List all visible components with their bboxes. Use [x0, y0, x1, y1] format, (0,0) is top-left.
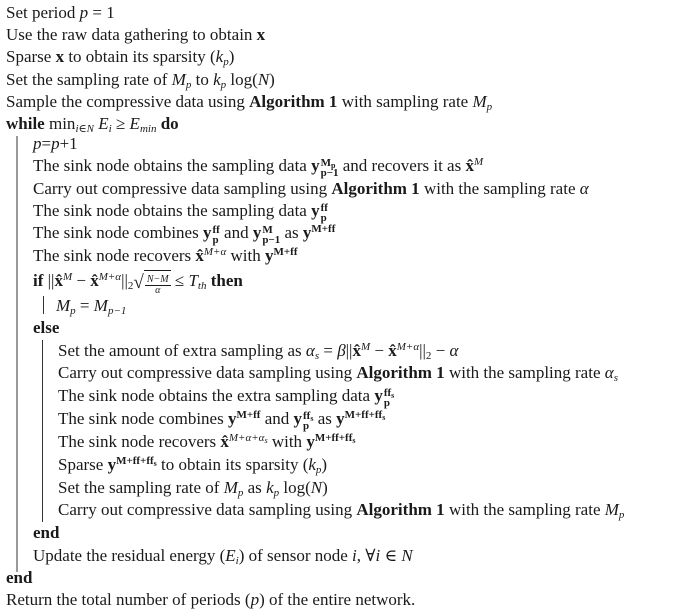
text: as	[280, 223, 303, 242]
text: and recovers it as	[338, 156, 466, 175]
keyword-then: then	[210, 271, 243, 290]
line-keep-rate: $M_p = M_{p-1}$	[56, 296, 127, 318]
text: Update the residual energy (	[33, 546, 226, 565]
line-sink-combines: The sink node combines y ff p and y M p−1 as $y^{M+ff}$	[33, 222, 336, 246]
line-while: while $\min_{i\in N} E_i \ge E_{min}$ do	[6, 114, 179, 136]
line-sink-recovers: The sink node recovers x̂$^{M+\alpha}$ with $y^{M+ff}$	[33, 245, 298, 265]
text: ) of the entire network.	[259, 590, 416, 609]
line-sink-obtains: The sink node obtains the sampling data y $M_p$ p−1 and recovers it as x̂$^M$	[33, 155, 484, 179]
text: The sink node recovers	[58, 432, 221, 451]
text: with sampling rate	[337, 92, 473, 111]
text: as	[313, 409, 337, 428]
text: The sink node combines	[58, 409, 228, 428]
while-block-rule	[16, 136, 18, 572]
line-set-sampling-rate-2: Set the sampling rate of $M_p$ as $k_p$ log(N)	[58, 478, 328, 500]
line-else	[33, 318, 59, 338]
text: Set the sampling rate of	[58, 478, 224, 497]
text: The sink node combines	[33, 223, 203, 242]
text: with	[267, 432, 307, 451]
line-update-energy: Update the residual energy $(E_i)$ of sensor node i, ∀i ∈ N	[33, 546, 413, 568]
text: ) of sensor node	[238, 546, 353, 565]
text: The sink node recovers	[33, 246, 196, 265]
text: Sparse	[58, 455, 108, 474]
line-end-if	[33, 523, 59, 543]
text: with the sampling rate	[444, 500, 605, 519]
keyword-end: end	[33, 523, 60, 542]
if-block-rule	[43, 296, 44, 314]
line-set-extra-sampling: Set the amount of extra sampling as $\alpha_s$ = β||x̂$^M$ − $x̂^{M+\alpha}||_2 - \alpha$	[58, 340, 459, 363]
line-carry-out-alpha-s: Carry out compressive data sampling using Algorithm 1 with the sampling rate $\alpha_s$	[58, 363, 618, 385]
text: Set period	[6, 3, 80, 22]
text: and	[260, 409, 294, 428]
algorithm-reference: Algorithm 1	[356, 500, 445, 519]
text: Carry out compressive data sampling using	[58, 363, 357, 382]
text: Set the amount of extra sampling as	[58, 341, 306, 360]
else-block-rule	[42, 340, 43, 522]
line-sink-combines-extra: The sink node combines $y^{M+ff}$ and y $ff_s$ p as $y^{M+ff+ff_s}$	[58, 408, 386, 432]
text: The sink node obtains the sampling data	[33, 156, 312, 175]
text: with the sampling rate	[444, 363, 605, 382]
text: The sink node obtains the extra sampling data	[58, 386, 375, 405]
line-raw-gathering: Use the raw data gathering to obtain x	[6, 25, 266, 44]
line-sparse-x: Sparse x to obtain its sparsity $(k_p)$	[6, 47, 235, 69]
line-sink-obtains-ff: The sink node obtains the sampling data y ff p	[33, 201, 328, 224]
line-if-condition: if ||x̂$^M$ − $x̂^{M+\alpha}||_2√$ $\frac{N-M}{\alpha}$ ≤ $T_{th}$ then	[33, 270, 243, 296]
algorithm-reference: Algorithm 1	[249, 92, 338, 111]
text: Carry out compressive data sampling using	[33, 179, 332, 198]
text: to	[191, 70, 214, 89]
text: Use the raw data gathering to obtain	[6, 25, 257, 44]
line-sink-obtains-extra: The sink node obtains the extra sampling data y $ff_s$ p	[58, 386, 395, 409]
line-set-sampling-rate: Set the sampling rate of $M_p$ to $k_p$ log(N)	[6, 70, 275, 92]
keyword-else: else	[33, 318, 60, 337]
text: Sparse	[6, 47, 56, 66]
keyword-if: if	[33, 271, 44, 290]
algorithm-reference: Algorithm 1	[356, 363, 445, 382]
line-set-period: Set period p = 1	[6, 3, 115, 22]
line-increment-period: p=p+1	[33, 134, 78, 153]
text: Carry out compressive data sampling using	[58, 500, 357, 519]
keyword-do: do	[160, 114, 179, 133]
line-sample-compressive: Sample the compressive data using Algorithm 1 with sampling rate $M_p$	[6, 92, 493, 114]
text: to obtain its sparsity (	[64, 47, 216, 66]
text: to obtain its sparsity (	[156, 455, 309, 474]
line-carry-out-mp: Carry out compressive data sampling using Algorithm 1 with the sampling rate $M_p$	[58, 500, 625, 522]
line-return: Return the total number of periods (p) of the entire network.	[6, 590, 416, 609]
algorithm-reference: Algorithm 1	[331, 179, 420, 198]
text: with the sampling rate	[419, 179, 580, 198]
text: Return the total number of periods (	[6, 590, 251, 609]
text: and	[219, 223, 253, 242]
text: The sink node obtains the sampling data	[33, 201, 312, 220]
line-sparse-y: Sparse $y^{M+ff+ff_s}$ to obtain its sparsity $(k_p)$	[58, 454, 328, 477]
keyword-while: while	[6, 114, 45, 133]
text: Sample the compressive data using	[6, 92, 250, 111]
line-end-while	[6, 568, 32, 588]
text: as	[243, 478, 267, 497]
text: with	[226, 246, 265, 265]
line-sink-recovers-extra: The sink node recovers x̂$^{M+\alpha+\alpha_s}$ with $y^{M+ff+ff_s}$	[58, 431, 356, 451]
keyword-end: end	[6, 568, 33, 587]
text: Set the sampling rate of	[6, 70, 172, 89]
line-carry-out-alpha: Carry out compressive data sampling using Algorithm 1 with the sampling rate α	[33, 179, 589, 198]
